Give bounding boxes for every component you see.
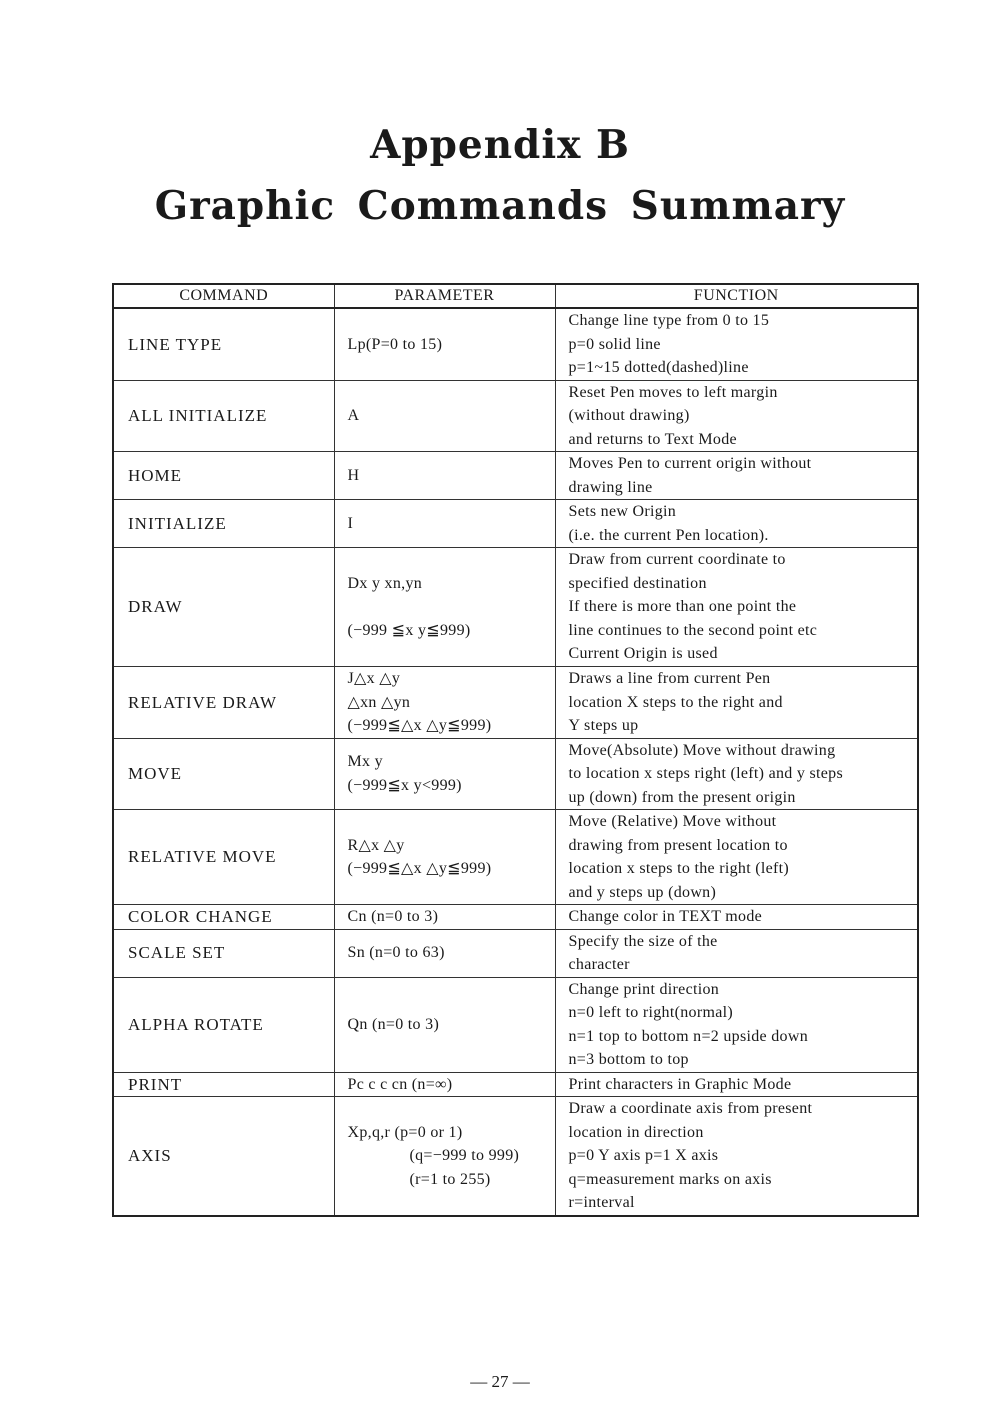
function-line: p=0 solid line: [568, 335, 661, 353]
function-line: Change color in TEXT mode: [568, 908, 763, 925]
parameter-cell: [334, 452, 555, 500]
parameter-cell: [334, 548, 555, 667]
parameter-line: [348, 595, 555, 619]
function-line: r=interval: [568, 1194, 635, 1211]
function-cell: [555, 452, 918, 500]
parameter-cell: [334, 977, 555, 1072]
function-cell: [555, 1097, 918, 1216]
function-cell: [555, 380, 918, 452]
command-cell: LINE TYPE: [113, 308, 334, 380]
parameter-cell: [334, 500, 555, 548]
parameter-line: (−999≦x y<999): [347, 776, 462, 794]
function-line: p=1~15 dotted(dashed)line: [568, 359, 749, 376]
function-line: Specify the size of the: [568, 932, 718, 950]
table-row: [113, 977, 918, 1072]
function-line: (i.e. the current Pen location).: [568, 526, 769, 544]
parameter-line: (r=1 to 255): [409, 1170, 491, 1188]
function-line: Sets new Origin: [568, 503, 677, 520]
parameter-line: (−999 ≦x y≦999): [347, 621, 471, 639]
command-cell: SCALE SET: [113, 929, 334, 977]
function-line: Move (Relative) Move without: [568, 813, 777, 830]
table-row: [113, 308, 918, 380]
function-line: If there is more than one point the: [568, 598, 797, 616]
command-cell: HOME: [113, 452, 334, 500]
header-command: COMMAND: [113, 284, 334, 308]
function-cell: [555, 500, 918, 548]
parameter-cell: [334, 380, 555, 452]
command-cell: PRINT: [113, 1072, 334, 1097]
parameter-cell: [334, 1097, 555, 1216]
function-line: Change print direction: [568, 980, 720, 998]
function-line: and returns to Text Mode: [568, 430, 737, 448]
table-row: [113, 667, 918, 739]
parameter-line: R△x △y: [347, 836, 405, 854]
command-cell: MOVE: [113, 738, 334, 810]
function-line: location x steps to the right (left): [568, 860, 790, 877]
command-cell: RELATIVE MOVE: [113, 810, 334, 905]
parameter-line: Pc c c cn (n=∞): [347, 1075, 453, 1093]
parameter-line: (q=−999 to 999): [409, 1147, 520, 1164]
command-cell: INITIALIZE: [113, 500, 334, 548]
function-cell: [555, 810, 918, 905]
appendix-title: Appendix B: [370, 122, 630, 168]
function-cell: [555, 308, 918, 380]
parameter-line: Qn (n=0 to 3): [347, 1015, 440, 1033]
function-cell: [555, 905, 918, 930]
command-cell: COLOR CHANGE: [113, 905, 334, 930]
parameter-line: Lp(P=0 to 15): [347, 335, 443, 353]
parameter-line: (−999≦△x △y≦999): [347, 860, 492, 877]
table-header-row: [113, 284, 918, 308]
function-line: (without drawing): [568, 407, 690, 424]
table-row: [113, 452, 918, 500]
parameter-line: Cn (n=0 to 3): [347, 908, 439, 925]
function-line: up (down) from the present origin: [568, 788, 796, 806]
parameter-line: Dx y xn,yn: [347, 574, 423, 592]
function-line: Y steps up: [568, 717, 639, 734]
parameter-line: Mx y: [347, 753, 383, 771]
parameter-cell: [334, 738, 555, 810]
table-row: [113, 738, 918, 810]
function-line: character: [568, 956, 630, 973]
table-row: [113, 1072, 918, 1097]
function-cell: [555, 548, 918, 667]
parameter-line: Sn (n=0 to 63): [347, 944, 445, 962]
parameter-line: △xn △yn: [347, 693, 411, 711]
parameter-cell: [334, 1072, 555, 1097]
parameter-cell: [334, 308, 555, 380]
parameter-line: A: [347, 407, 360, 424]
function-line: line continues to the second point etc: [568, 621, 818, 639]
parameter-cell: [334, 667, 555, 739]
function-line: Moves Pen to current origin without: [568, 455, 812, 472]
header-function: FUNCTION: [555, 284, 918, 308]
function-line: Draw from current coordinate to: [568, 551, 786, 569]
function-line: q=measurement marks on axis: [568, 1170, 772, 1188]
parameter-line: J△x △y: [347, 670, 401, 687]
function-line: n=3 bottom to top: [568, 1051, 689, 1068]
function-cell: [555, 667, 918, 739]
command-cell: ALL INITIALIZE: [113, 380, 334, 452]
table-row: [113, 810, 918, 905]
table-row: [113, 500, 918, 548]
command-cell: AXIS: [113, 1097, 334, 1216]
function-line: Draws a line from current Pen: [568, 670, 771, 687]
function-line: Reset Pen moves to left margin: [568, 383, 778, 401]
table-row: [113, 929, 918, 977]
function-line: n=0 left to right(normal): [568, 1004, 733, 1021]
command-cell: RELATIVE DRAW: [113, 667, 334, 739]
parameter-cell: [334, 810, 555, 905]
parameter-line: Xp,q,r (p=0 or 1): [347, 1123, 463, 1141]
function-cell: [555, 738, 918, 810]
table-body: [113, 308, 918, 1216]
appendix-subtitle: Graphic Commands Summary: [154, 183, 846, 229]
commands-table: [112, 283, 919, 1217]
table-row: [113, 905, 918, 930]
parameter-cell: [334, 929, 555, 977]
function-line: drawing line: [568, 478, 653, 496]
function-line: specified destination: [568, 574, 707, 592]
function-line: location in direction: [568, 1123, 704, 1141]
function-line: Draw a coordinate axis from present: [568, 1100, 813, 1117]
function-line: Current Origin is used: [568, 645, 718, 663]
header-parameter: PARAMETER: [334, 284, 555, 308]
function-line: drawing from present location to: [568, 836, 788, 854]
function-line: to location x steps right (left) and y steps: [568, 765, 843, 782]
parameter-line: (−999≦△x △y≦999): [347, 717, 492, 734]
function-line: Move(Absolute) Move without drawing: [568, 741, 836, 759]
page-number: — 27 —: [470, 1372, 530, 1391]
parameter-line: H: [347, 466, 360, 484]
parameter-cell: [334, 905, 555, 930]
function-cell: [555, 977, 918, 1072]
function-line: and y steps up (down): [568, 883, 717, 901]
command-cell: ALPHA ROTATE: [113, 977, 334, 1072]
table-row: [113, 1097, 918, 1216]
function-cell: [555, 1072, 918, 1097]
table-row: [113, 380, 918, 452]
function-line: n=1 top to bottom n=2 upside down: [568, 1027, 809, 1045]
function-line: location X steps to the right and: [568, 693, 783, 711]
function-cell: [555, 929, 918, 977]
command-cell: DRAW: [113, 548, 334, 667]
function-line: p=0 Y axis p=1 X axis: [568, 1147, 719, 1164]
function-line: Change line type from 0 to 15: [568, 312, 770, 329]
table-row: [113, 548, 918, 667]
parameter-line: I: [347, 514, 354, 532]
function-line: Print characters in Graphic Mode: [568, 1075, 792, 1093]
